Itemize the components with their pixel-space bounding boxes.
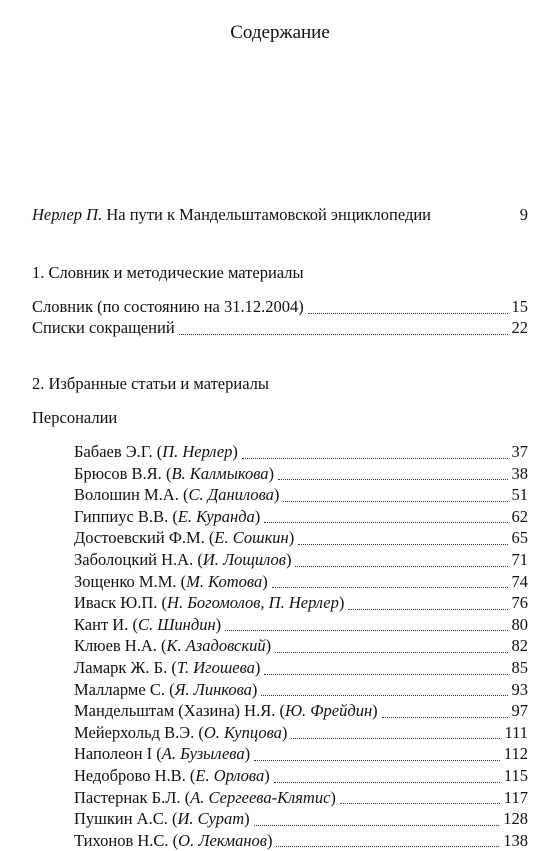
toc-entry [74, 615, 528, 635]
toc-entry [74, 809, 528, 829]
toc-entry-text: Брюсов В.Я. (В. Калмыкова) [74, 463, 275, 483]
intro-entry-text [32, 205, 431, 225]
leader-dots [276, 846, 499, 847]
toc-entry [74, 744, 528, 764]
toc-entry-author: А. Бузылева [161, 744, 245, 764]
toc-entry-author: А. Сергеева-Клятис [190, 787, 331, 807]
toc-entry-author: Т. Игошева [176, 658, 255, 677]
toc-entry-name: Зощенко М.М. [74, 571, 177, 591]
toc-entry-page: 62 [511, 506, 528, 526]
toc-entry-author: Е. Куранда [177, 506, 255, 526]
toc-entry [74, 658, 528, 678]
toc-entry-text: Наполеон I (А. Бузылева) [74, 744, 251, 764]
toc-entry [74, 701, 528, 721]
leader-dots [278, 479, 507, 480]
leader-dots [272, 587, 508, 588]
leader-dots [298, 544, 507, 545]
toc-entry-name: Наполеон I [74, 744, 153, 764]
toc-entry [74, 788, 528, 808]
toc-entry [74, 507, 528, 527]
leader-dots [225, 630, 507, 631]
toc-entry-text: Пушкин А.С. (И. Сурат) [74, 809, 250, 829]
section1-item-title: Словник (по состоянию на 31.12.2004) [32, 297, 304, 316]
toc-entry-author: Н. Богомолов, П. Нерлер [167, 593, 339, 613]
toc-entry-name: Брюсов В.Я. [74, 463, 162, 483]
section2-subheading: Персоналии [32, 408, 118, 427]
section1-heading: 1. Словник и методические материалы [32, 263, 304, 282]
toc-entry-text: Заболоцкий Н.А. (И. Лощилов) [74, 550, 292, 569]
toc-entry-page: 65 [511, 528, 528, 548]
intro-author: Нерлер П. [32, 205, 103, 224]
page-title: Содержание [230, 22, 330, 43]
toc-entry-text: Мейерхольд В.Э. (О. Купцова) [74, 722, 288, 742]
toc-entry-author: О. Лекманов [178, 830, 267, 850]
section1-item [32, 297, 528, 317]
intro-page: 9 [519, 205, 528, 224]
toc-entry [74, 550, 528, 570]
toc-entry-text: Бабаев Э.Г. (П. Нерлер) [74, 442, 238, 461]
toc-entry-name: Пастернак Б.Л. [74, 787, 181, 807]
toc-entry-author: С. Шиндин [137, 614, 216, 634]
leader-dots [308, 313, 508, 314]
toc-entry-text: Мандельштам (Хазина) Н.Я. (Ю. Фрейдин) [74, 701, 378, 721]
toc-entry-page: 76 [511, 593, 528, 613]
leader-dots [340, 803, 500, 804]
toc-entry-text: Недоброво Н.В. (Е. Орлова) [74, 766, 270, 785]
toc-entry [74, 636, 528, 656]
toc-entry [74, 766, 528, 786]
toc-entry-author: В. Калмыкова [171, 463, 269, 483]
toc-entry [74, 593, 528, 613]
toc-entry [74, 723, 528, 743]
toc-entry-page: 38 [511, 463, 528, 483]
leader-dots [275, 652, 507, 653]
toc-entry-page: 97 [511, 701, 528, 721]
leader-dots [264, 522, 507, 523]
toc-entry-name: Клюев Н.А. [74, 636, 157, 656]
intro-entry [32, 205, 528, 225]
leader-dots [261, 695, 507, 696]
toc-entry-name: Малларме С. [74, 679, 165, 699]
toc-entry-text: Ламарк Ж. Б. (Т. Игошева) [74, 658, 261, 677]
section1-item-title: Списки сокращений [32, 318, 175, 337]
toc-entry-name: Мейерхольд В.Э. [74, 722, 195, 742]
leader-dots [254, 760, 500, 761]
toc-entry-name: Заболоцкий Н.А. [74, 550, 194, 569]
toc-entry-page: 111 [504, 722, 528, 742]
toc-entry-author: Е. Сошкин [214, 528, 289, 548]
toc-entry-name: Гиппиус В.В. [74, 506, 169, 526]
toc-entry-page: 74 [511, 571, 528, 591]
toc-entry-name: Иваск Ю.П. [74, 593, 158, 613]
leader-dots [348, 609, 507, 610]
intro-title: На пути к Мандельштамовской энциклопедии [106, 205, 431, 224]
toc-entry-text: Иваск Ю.П. (Н. Богомолов, П. Нерлер) [74, 593, 345, 613]
toc-entry-name: Пушкин А.С. [74, 809, 168, 829]
toc-entry-author: Е. Орлова [195, 766, 265, 785]
leader-dots [242, 458, 508, 459]
toc-entry-name: Достоевский Ф.М. [74, 528, 205, 548]
toc-entry-author: Ю. Фрейдин [284, 701, 373, 721]
toc-entry-name: Ламарк Ж. Б. [74, 658, 168, 677]
toc-entry-page: 85 [511, 658, 528, 677]
section1-item-page: 15 [511, 297, 528, 316]
section1-item [32, 318, 528, 338]
toc-entry-text: Достоевский Ф.М. (Е. Сошкин) [74, 528, 295, 548]
toc-entry-author: С. Данилова [188, 485, 274, 505]
toc-entry-author: О. Купцова [203, 722, 282, 742]
toc-entry-text: Тихонов Н.С. (О. Лекманов) [74, 830, 273, 850]
toc-entry [74, 442, 528, 462]
toc-entry [74, 680, 528, 700]
toc-entry-author: Я. Линкова [174, 679, 252, 699]
toc-entry-name: Недоброво Н.В. [74, 766, 186, 785]
toc-entry-name: Волошин М.А. [74, 485, 179, 505]
toc-entry-author: И. Сурат [177, 809, 245, 829]
toc-entry-author: И. Лощилов [202, 550, 286, 569]
toc-entry-page: 112 [503, 744, 528, 764]
leader-dots [274, 782, 500, 783]
leader-dots [179, 334, 508, 335]
toc-entry-text: Кант И. (С. Шиндин) [74, 614, 222, 634]
toc-entry [74, 485, 528, 505]
toc-entry-page: 51 [511, 485, 528, 505]
leader-dots [264, 674, 507, 675]
leader-dots [382, 717, 508, 718]
toc-entry-page: 80 [511, 614, 528, 634]
toc-entry-page: 82 [511, 636, 528, 656]
toc-entry-page: 115 [503, 766, 528, 785]
toc-entry [74, 572, 528, 592]
toc-entry-name: Мандельштам (Хазина) Н.Я. [74, 701, 276, 721]
toc-entry-name: Бабаев Э.Г. [74, 442, 153, 461]
toc-entry [74, 464, 528, 484]
toc-entry-page: 117 [503, 787, 528, 807]
toc-entry-author: М. Котова [186, 571, 263, 591]
toc-entry-page: 128 [503, 809, 528, 829]
toc-entry-name: Тихонов Н.С. [74, 830, 169, 850]
section1-item-page: 22 [511, 318, 528, 337]
toc-entry-page: 93 [511, 679, 528, 699]
toc-entry [74, 528, 528, 548]
leader-dots [291, 738, 500, 739]
toc-entry-text: Зощенко М.М. (М. Котова) [74, 571, 268, 591]
toc-entry [74, 831, 528, 851]
toc-entry-author: К. Азадовский [166, 636, 266, 656]
toc-entry-text: Волошин М.А. (С. Данилова) [74, 485, 280, 505]
toc-entry-text: Пастернак Б.Л. (А. Сергеева-Клятис) [74, 787, 336, 807]
leader-dots [295, 566, 507, 567]
toc-entry-author: П. Нерлер [162, 442, 233, 461]
leader-dots [254, 825, 500, 826]
toc-entry-name: Кант И. [74, 614, 129, 634]
toc-entry-page: 71 [511, 550, 528, 569]
leader-dots [283, 501, 507, 502]
toc-entry-text: Гиппиус В.В. (Е. Куранда) [74, 506, 261, 526]
section2-heading: 2. Избранные статьи и материалы [32, 374, 270, 393]
toc-entry-text: Малларме С. (Я. Линкова) [74, 679, 258, 699]
toc-entry-page: 37 [511, 442, 528, 461]
toc-entry-text: Клюев Н.А. (К. Азадовский) [74, 636, 272, 656]
toc-entry-page: 138 [503, 830, 528, 850]
